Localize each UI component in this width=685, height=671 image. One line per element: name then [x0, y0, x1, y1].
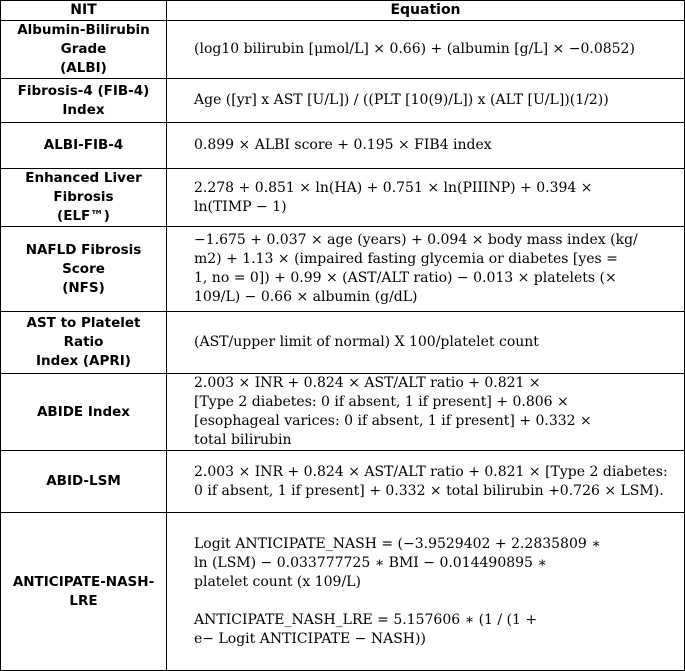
table-row [1, 79, 685, 123]
equation-line: ln (LSM) − 0.033777725 ∗ BMI − 0.014490895 ∗ [194, 554, 547, 571]
table-row [1, 312, 685, 374]
equation-line: 2.003 × INR + 0.824 × AST/ALT ratio + 0.821 × [194, 375, 541, 391]
nit-name-cell [1, 374, 167, 451]
nit-name-line: ALBI-FIB-4 [43, 137, 124, 153]
nit-name-cell [1, 513, 167, 671]
nit-name-line: (NFS) [62, 279, 105, 296]
nit-name-line: Fibrosis-4 (FIB-4) Index [17, 82, 150, 118]
equation-line: 1, no = 0]) + 0.99 × (AST/ALT ratio) − 0.013 × platelets (× [194, 270, 617, 286]
table-row [1, 227, 685, 312]
table-row [1, 169, 685, 227]
equation-cell [167, 312, 685, 374]
header-equation: Equation [167, 1, 685, 21]
nit-name-cell [1, 123, 167, 169]
equation-line: (AST/upper limit of normal) X 100/platelet count [194, 334, 539, 350]
equation-line: 109/L) − 0.66 × albumin (g/dL) [194, 289, 418, 305]
equation-line: m2) + 1.13 × (impaired fasting glycemia or diabetes [yes = [194, 251, 618, 267]
equation-line: ln(TIMP − 1) [194, 198, 287, 215]
table-row [1, 123, 685, 169]
table-row [1, 21, 685, 79]
equation-line: platelet count (x 109/L) [194, 573, 361, 590]
nit-name-line: (ELF™) [57, 208, 110, 224]
table-header-row [1, 1, 685, 21]
equation-cell [167, 374, 685, 451]
nit-name-cell [1, 451, 167, 513]
table-row [1, 374, 685, 451]
equation-line: 0 if absent, 1 if present] + 0.332 × total bilirubin +0.726 × LSM). [194, 482, 664, 499]
nit-name-cell [1, 79, 167, 123]
nit-name-line: Enhanced Liver Fibrosis [25, 170, 142, 205]
equation-line: [esophageal varices: 0 if absent, 1 if present] + 0.332 × [194, 413, 592, 429]
equation-line: ANTICIPATE_NASH_LRE = 5.157606 ∗ (1 / (1 + [194, 611, 538, 628]
nit-name-cell [1, 21, 167, 79]
equation-line: Logit ANTICIPATE_NASH = (−3.9529402 + 2.2835809 ∗ [194, 535, 601, 552]
nit-name-line: (ALBI) [60, 60, 107, 76]
equation-cell [167, 79, 685, 123]
equation-line: 2.003 × INR + 0.824 × AST/ALT ratio + 0.821 × [Type 2 diabetes: [194, 463, 668, 480]
equation-cell [167, 21, 685, 79]
equation-line: Age ([yr] x AST [U/L]) / ((PLT [10(9)/L]) x (ALT [U/L])(1/2)) [194, 92, 609, 108]
nit-name-cell [1, 227, 167, 312]
equation-spacer [194, 592, 676, 611]
equation-line: 2.278 + 0.851 × ln(HA) + 0.751 × ln(PIIINP) + 0.394 × [194, 179, 593, 196]
header-nit: NIT [1, 1, 167, 21]
nit-name-line: Index (APRI) [36, 353, 131, 369]
equation-line: −1.675 + 0.037 × age (years) + 0.094 × body mass index (kg/ [194, 232, 638, 248]
nit-name-line: ABIDE Index [36, 403, 131, 420]
table-row [1, 513, 685, 671]
nit-name-line: AST to Platelet Ratio [26, 315, 141, 350]
nit-name-cell [1, 312, 167, 374]
equation-cell [167, 513, 685, 671]
equation-line: total bilirubin [194, 432, 292, 448]
equation-cell [167, 451, 685, 513]
equation-line: 0.899 × ALBI score + 0.195 × FIB4 index [194, 137, 492, 153]
equation-line: e− Logit ANTICIPATE − NASH)) [194, 630, 426, 647]
nit-name-line: ANTICIPATE-NASH-LRE [12, 573, 155, 609]
table-row [1, 451, 685, 513]
equation-line: (log10 bilirubin [μmol/L] × 0.66) + (albumin [g/L] × −0.0852) [194, 41, 635, 57]
equation-line: [Type 2 diabetes: 0 if absent, 1 if present] + 0.806 × [194, 394, 569, 410]
equation-cell [167, 227, 685, 312]
equation-cell [167, 123, 685, 169]
nit-name-line: NAFLD Fibrosis Score [25, 241, 142, 277]
nit-name-cell [1, 169, 167, 227]
equation-cell [167, 169, 685, 227]
nit-name-line: ABID-LSM [46, 473, 121, 489]
nit-name-line: Albumin-Bilirubin Grade [17, 22, 150, 57]
